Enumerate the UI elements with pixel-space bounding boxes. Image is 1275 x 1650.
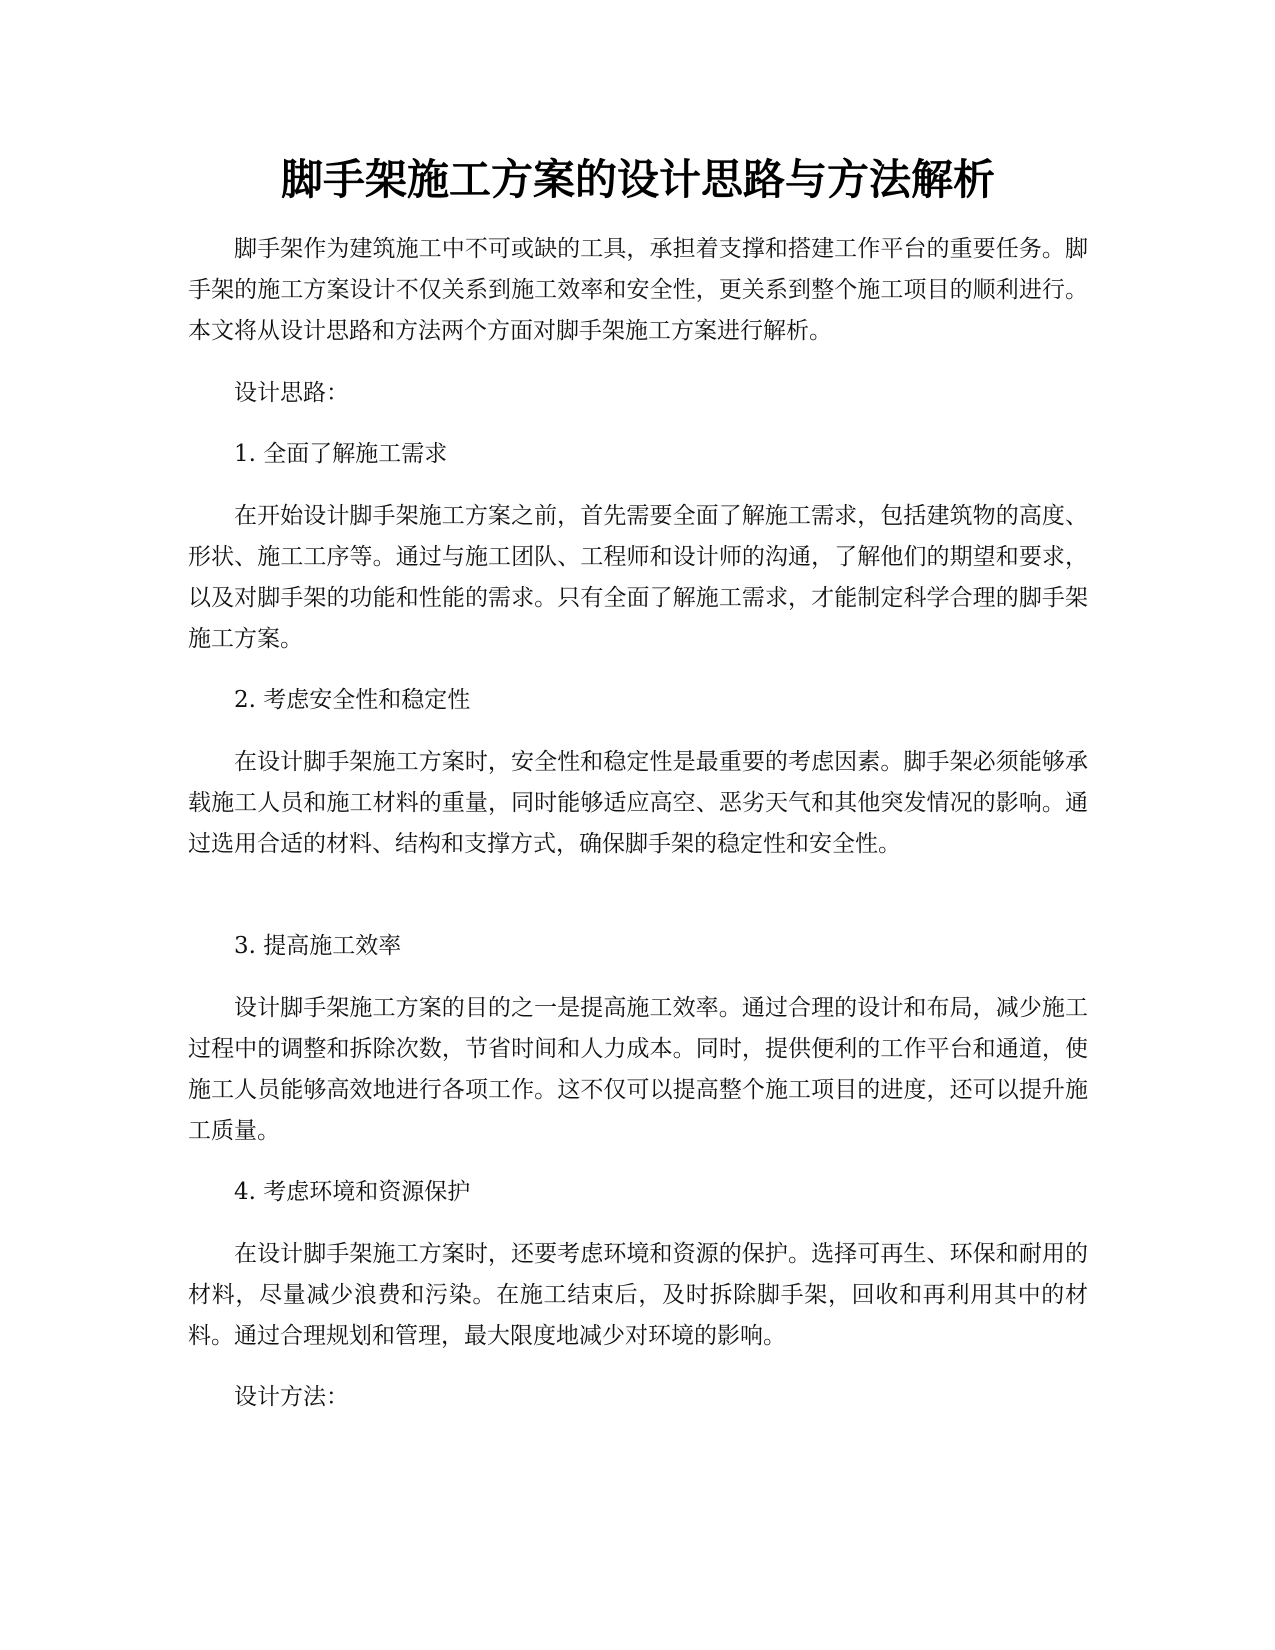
intro-paragraph: 脚手架作为建筑施工中不可或缺的工具，承担着支撑和搭建工作平台的重要任务。脚手架的施工方案设计不仅关系到施工效率和安全性，更关系到整个施工项目的顺利进行。本文将从设计思路和方法两个方面对脚手架施工方案进行解析。 [188,236,1088,344]
document-page [188,0,1088,1650]
item-body-4: 在设计脚手架施工方案时，还要考虑环境和资源的保护。选择可再生、环保和耐用的材料，尽量减少浪费和污染。在施工结束后，及时拆除脚手架，回收和再利用其中的材料。通过合理规划和管理，最大限度地减少对环境的影响。 [188,1241,1088,1349]
document-title: 脚手架施工方案的设计思路与方法解析 [280,155,995,204]
item-body-2: 在设计脚手架施工方案时，安全性和稳定性是最重要的考虑因素。脚手架必须能够承载施工人员和施工材料的重量，同时能够适应高空、恶劣天气和其他突发情况的影响。通过选用合适的材料、结构和支撑方式，确保脚手架的稳定性和安全性。 [188,749,1088,857]
item-heading-4: 4. 考虑环境和资源保护 [234,1179,471,1205]
section-heading-design-method: 设计方法： [234,1384,349,1410]
item-heading-3: 3. 提高施工效率 [234,933,402,959]
section-heading-design-thinking: 设计思路： [234,380,349,406]
item-heading-1: 1. 全面了解施工需求 [234,441,448,467]
item-body-3: 设计脚手架施工方案的目的之一是提高施工效率。通过合理的设计和布局，减少施工过程中的调整和拆除次数，节省时间和人力成本。同时，提供便利的工作平台和通道，使施工人员能够高效地进行各项工作。这不仅可以提高整个施工项目的进度，还可以提升施工质量。 [188,995,1088,1144]
item-heading-2: 2. 考虑安全性和稳定性 [234,687,471,713]
item-body-1: 在开始设计脚手架施工方案之前，首先需要全面了解施工需求，包括建筑物的高度、形状、施工工序等。通过与施工团队、工程师和设计师的沟通，了解他们的期望和要求，以及对脚手架的功能和性能的需求。只有全面了解施工需求，才能制定科学合理的脚手架施工方案。 [188,503,1088,652]
